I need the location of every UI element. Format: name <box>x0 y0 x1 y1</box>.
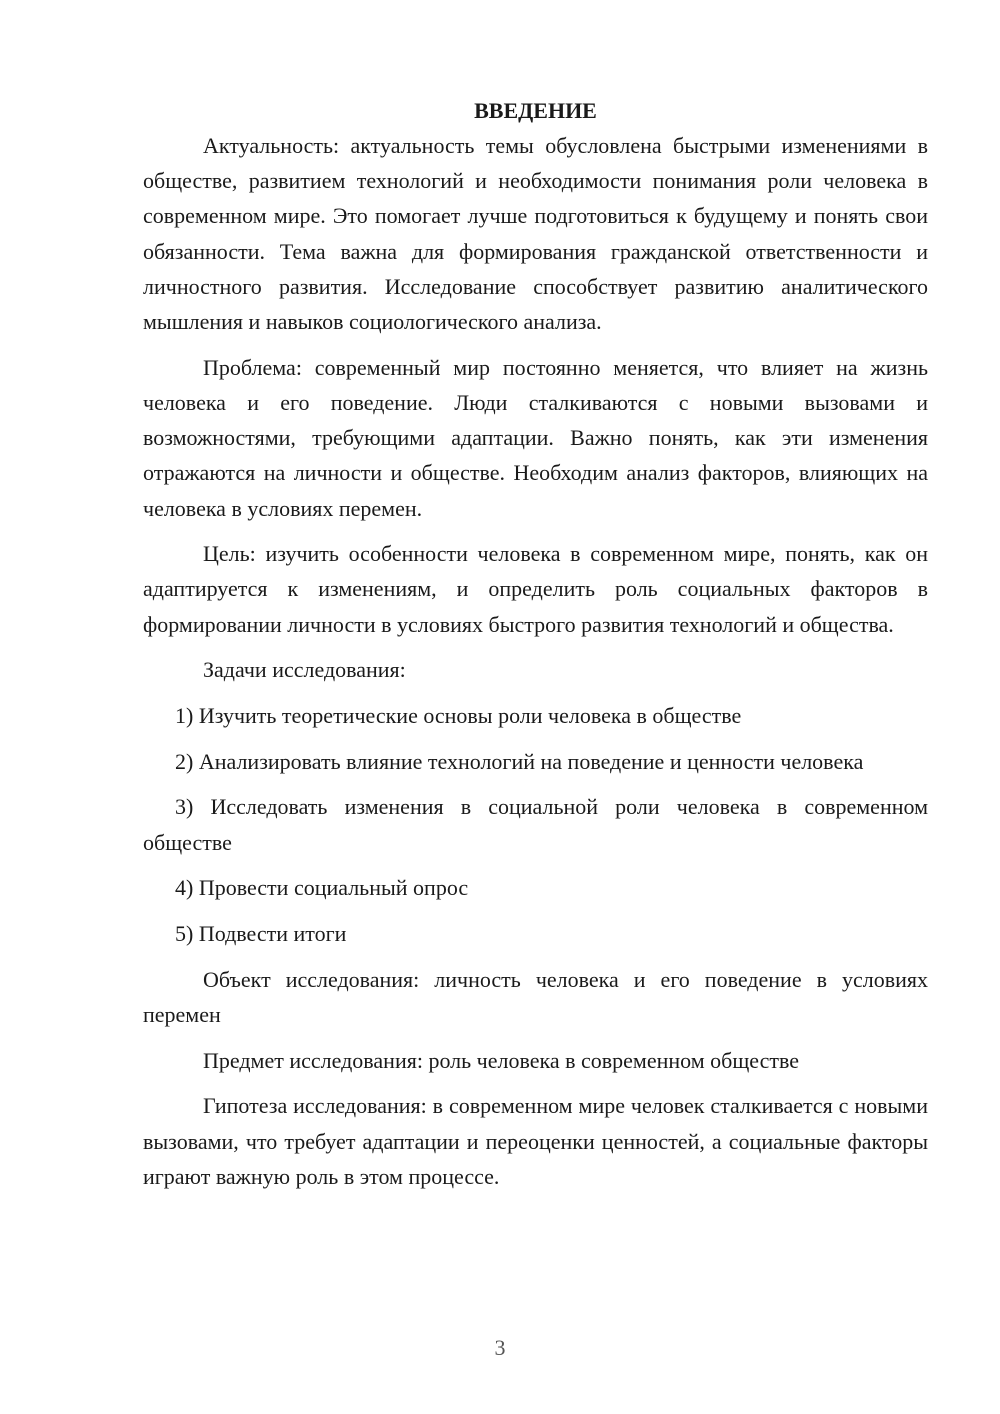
task-item-5: 5) Подвести итоги <box>175 921 347 947</box>
page-number: 3 <box>494 1335 506 1360</box>
task-item-1: 1) Изучить теоретические основы роли человека в обществе <box>175 703 742 729</box>
page-content <box>143 93 928 1194</box>
task-item-3: 3) Исследовать изменения в социальной роли человека в современном обществе <box>143 794 928 855</box>
object-paragraph: Объект исследования: личность человека и его поведение в условиях перемен <box>143 966 928 1027</box>
task-item-2: 2) Анализировать влияние технологий на поведение и ценности человека <box>175 748 864 774</box>
hypothesis-paragraph: Гипотеза исследования: в современном мире человек сталкивается с новыми вызовами, что требует адаптации и переоценки ценностей, а социальные факторы играют важную роль в этом процессе. <box>143 1093 928 1189</box>
problem-paragraph: Проблема: современный мир постоянно меняется, что влияет на жизнь человека и его поведение. Люди сталкиваются с новыми вызовами и возможностями, требующими адаптации. Важно понять, как эти изменения отражаются на личности и обществе. Необходим анализ факторов, влияющих на человека в условиях перемен. <box>143 354 928 521</box>
relevance-paragraph: Актуальность: актуальность темы обусловлена быстрыми изменениями в обществе, развитием технологий и необходимости понимания роли человека в современном мире. Это помогает лучше подготовиться к будущему и понять свои обязанности. Тема важна для формирования гражданской ответственности и личностного развития. Исследование способствует развитию аналитического мышления и навыков социологического анализа. <box>143 133 928 335</box>
goal-paragraph: Цель: изучить особенности человека в современном мире, понять, как он адаптируется к изменениям, и определить роль социальных факторов в формировании личности в условиях быстрого развития технологий и общества. <box>143 541 928 637</box>
subject-paragraph: Предмет исследования: роль человека в современном обществе <box>203 1047 800 1073</box>
tasks-heading: Задачи исследования: <box>203 657 406 683</box>
task-item-4: 4) Провести социальный опрос <box>175 875 469 901</box>
section-title: ВВЕДЕНИЕ <box>474 98 597 123</box>
